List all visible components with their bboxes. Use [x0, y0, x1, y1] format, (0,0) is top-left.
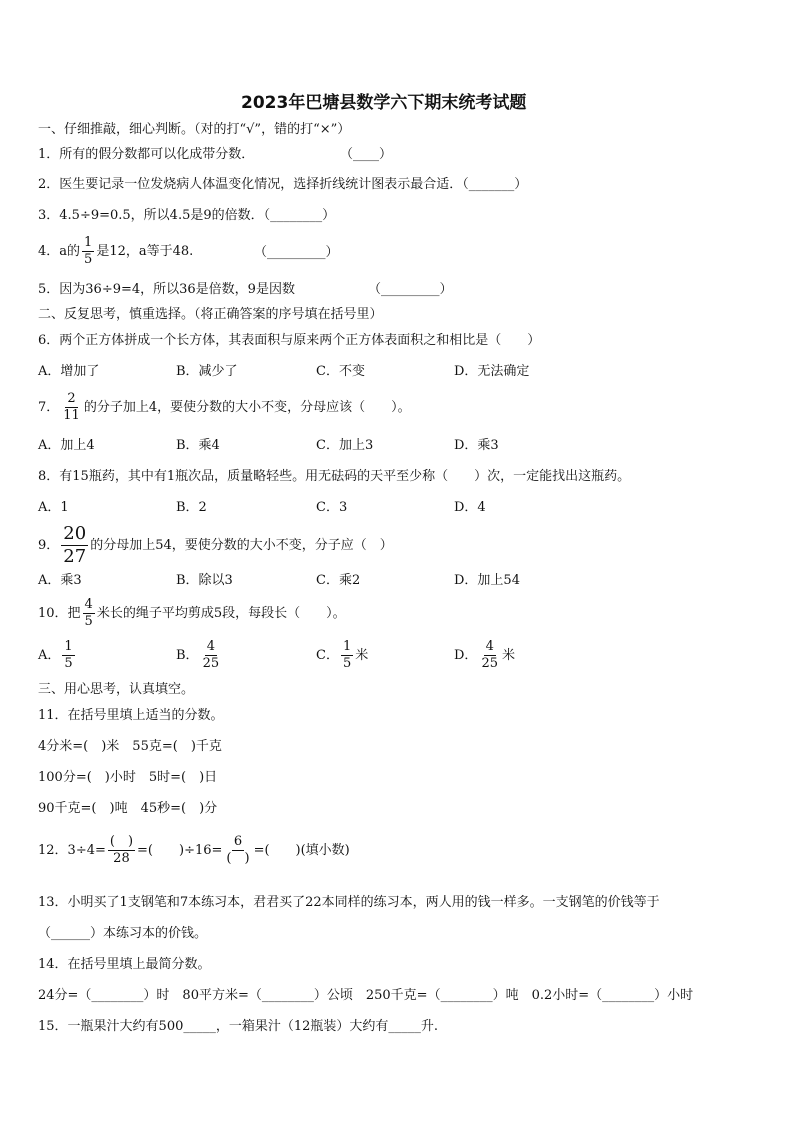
q10-option-a[interactable]: [38, 640, 77, 671]
q7-option-c[interactable]: C．加上3: [316, 438, 374, 453]
section2-heading: 二、反复思考，慎重选择。（将正确答案的序号填在括号里）: [38, 307, 383, 322]
option-label: C．: [316, 647, 339, 663]
question-12-suffix: =( )(填小数): [253, 842, 350, 858]
fraction-numerator: 20: [63, 523, 87, 544]
question-1-answer-blank[interactable]: （____）: [340, 147, 393, 162]
fraction-denominator: ( ): [226, 851, 250, 866]
fraction-denominator: 5: [84, 614, 93, 629]
option-unit: 米: [355, 647, 369, 663]
option-fraction: [201, 640, 222, 671]
question-11-line-2: 100分=( )小时 5时=( )日: [38, 770, 218, 785]
fraction-numerator: 1: [342, 639, 352, 654]
question-9-text: 的分母加上54，要使分数的大小不变，分子应（ ）: [90, 537, 393, 553]
fraction-denominator: 5: [342, 656, 352, 671]
question-5-answer-blank[interactable]: （_________）: [368, 282, 453, 297]
option-label: B．: [176, 647, 199, 663]
section1-heading: 一、仔细推敲，细心判断。（对的打“√”，错的打“×”）: [38, 122, 351, 137]
page-title: 2023年巴塘县数学六下期末统考试题: [241, 93, 527, 113]
q9-option-b[interactable]: B．除以3: [176, 573, 233, 588]
question-7: [38, 392, 411, 423]
fraction-denominator: 28: [113, 851, 130, 866]
fraction-denominator: 25: [202, 656, 220, 671]
q10-option-b[interactable]: [176, 640, 223, 671]
question-14-line-1: 24分=（________）时 80平方米=（________）公顷 250千克=（________）吨 0.2小时=（________）小时: [38, 988, 694, 1003]
fraction-denominator: 5: [84, 252, 93, 267]
q6-option-b[interactable]: B．减少了: [176, 364, 238, 379]
fraction-numerator: 4: [206, 639, 215, 654]
option-label: D．: [454, 647, 478, 663]
fraction-numerator: 6: [233, 834, 243, 849]
question-10-prefix: 10．把: [38, 605, 81, 621]
q9-option-d[interactable]: D．加上54: [454, 573, 520, 588]
question-12-fraction-1: [108, 835, 135, 866]
question-13-line-1: 13．小明买了1支钢笔和7本练习本，君君买了22本同样的练习本，两人用的钱一样多。一支钢笔的价钱等于: [38, 895, 660, 910]
question-10: [38, 598, 346, 629]
question-9-prefix: 9．: [38, 537, 60, 553]
question-8: 8．有15瓶药，其中有1瓶次品，质量略轻些。用无砝码的天平至少称（ ）次，一定能找出这瓶药。: [38, 469, 631, 484]
q6-option-c[interactable]: C．不变: [316, 364, 365, 379]
question-15: 15．一瓶果汁大约有500_____，一箱果汁（12瓶装）大约有_____升.: [38, 1019, 439, 1034]
question-6: 6．两个正方体拼成一个长方体，其表面积与原来两个正方体表面积之和相比是（ ）: [38, 333, 541, 348]
question-7-text: 的分子加上4，要使分数的大小不变，分母应该（ ）。: [83, 399, 411, 415]
option-label: A．: [38, 647, 61, 663]
q10-option-c[interactable]: [316, 640, 368, 671]
option-fraction: [341, 640, 353, 671]
question-12-fraction-2: [224, 835, 251, 866]
q8-option-b[interactable]: B．2: [176, 500, 207, 515]
q10-option-d[interactable]: [454, 640, 515, 671]
q7-option-a[interactable]: A．加上4: [38, 438, 95, 453]
fraction-denominator: 11: [63, 408, 80, 423]
section3-heading: 三、用心思考，认真填空。: [38, 682, 195, 697]
option-fraction: [62, 640, 74, 671]
q8-option-a[interactable]: A．1: [38, 500, 69, 515]
fraction-numerator: 1: [84, 235, 93, 250]
question-5: 5．因为36÷9=4，所以36是倍数，9是因数: [38, 282, 295, 297]
fraction-numerator: 4: [84, 597, 93, 612]
q6-option-a[interactable]: A．增加了: [38, 364, 100, 379]
question-14: 14．在括号里填上最简分数。: [38, 957, 211, 972]
question-3: 3．4.5÷9=0.5，所以4.5是9的倍数．（________）: [38, 208, 336, 223]
question-4-answer-blank[interactable]: （_________）: [254, 245, 339, 260]
question-4-fraction: [82, 236, 94, 267]
question-11: 11．在括号里填上适当的分数。: [38, 708, 224, 723]
question-9: [38, 524, 393, 567]
question-12-prefix: 12．3÷4=: [38, 842, 106, 858]
q7-option-b[interactable]: B．乘4: [176, 438, 220, 453]
fraction-numerator: 2: [67, 391, 76, 406]
q7-option-d[interactable]: D．乘3: [454, 438, 499, 453]
question-11-line-1: 4分米=( )米 55克=( )千克: [38, 739, 222, 754]
option-unit: 米: [501, 647, 515, 663]
question-12: [38, 835, 350, 866]
option-fraction: [479, 640, 500, 671]
question-12-middle: =( )÷16=: [137, 842, 223, 858]
q6-option-d[interactable]: D．无法确定: [454, 364, 530, 379]
question-10-fraction: [83, 598, 95, 629]
question-9-fraction: [61, 524, 88, 567]
fraction-denominator: 5: [64, 656, 73, 671]
fraction-denominator: 25: [481, 656, 498, 671]
q9-option-c[interactable]: C．乘2: [316, 573, 361, 588]
question-1: 1．所有的假分数都可以化成带分数．: [38, 147, 255, 162]
fraction-numerator: 1: [64, 639, 73, 654]
fraction-denominator: 27: [63, 546, 87, 567]
question-11-line-3: 90千克=( )吨 45秒=( )分: [38, 801, 218, 816]
question-7-prefix: 7．: [38, 399, 60, 415]
q8-option-c[interactable]: C．3: [316, 500, 348, 515]
question-7-fraction: [61, 392, 82, 423]
q9-option-a[interactable]: A．乘3: [38, 573, 82, 588]
fraction-numerator: 4: [485, 639, 494, 654]
question-10-text: 米长的绳子平均剪成5段，每段长（ ）。: [96, 605, 346, 621]
q8-option-d[interactable]: D．4: [454, 500, 486, 515]
fraction-numerator: ( ): [109, 834, 134, 849]
question-2: 2．医生要记录一位发烧病人体温变化情况，选择折线统计图表示最合适．（_______）: [38, 177, 528, 192]
question-13-line-2: （______）本练习本的价钱。: [38, 926, 208, 941]
question-4: [38, 236, 193, 267]
question-4-prefix: 4．a的: [38, 243, 81, 259]
question-4-text: 是12，a等于48.: [96, 243, 194, 259]
